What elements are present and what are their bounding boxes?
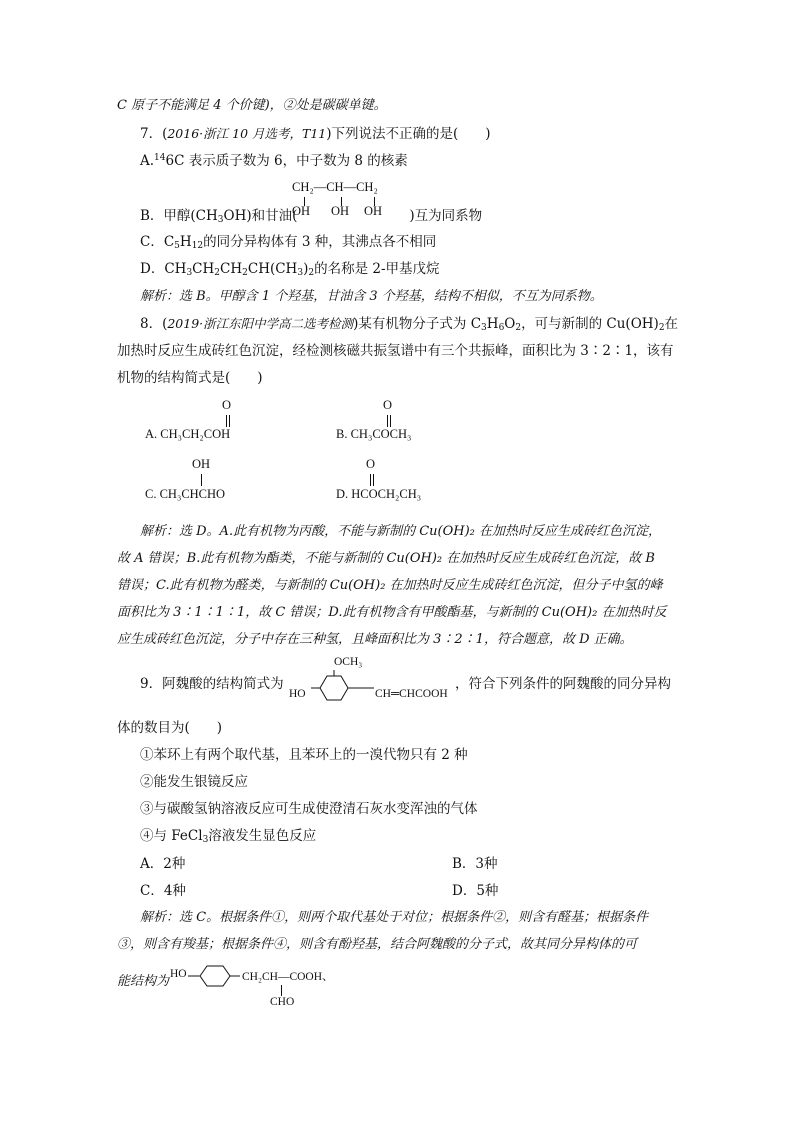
option-c: C. CH₃CHCHO [145, 487, 226, 501]
ferulic-methoxy: OCH₃ [334, 656, 363, 668]
question-9-condition-1: ①苯环上有两个取代基，且苯环上的一溴代物只有 2 种 [140, 747, 468, 763]
option-a-carbonyl-o: O [222, 398, 232, 412]
question-9-option-d: D．5种 [452, 883, 499, 899]
isomer-side-chain: CH₂CH—COOH、 [242, 971, 334, 983]
option-a-double-bond-2 [229, 415, 230, 427]
question-9-condition-4: ④与 FeCl$_3$溶液发生显色反应 [140, 828, 317, 845]
question-7-option-c: C．$C_5H_{12}$的同分异构体有 3 种，其沸点各不相同 [140, 234, 437, 251]
option-d: D. HCOCH₂CH₃ [336, 487, 422, 501]
question-7-option-b: B．甲醇$(CH_3OH)$和甘油( )互为同系物 [140, 208, 483, 225]
question-9-condition-3: ③与碳酸氢钠溶液反应可生成使澄清石灰水变浑浊的气体 [140, 801, 478, 817]
question-9-option-c: C．4种 [140, 883, 186, 899]
question-9-stem-post: ，符合下列条件的阿魏酸的同分异构 [455, 676, 671, 692]
question-8-analysis-line-3: 错误；C.此有机物为醛类，与新制的 Cu(OH)₂ 在加热时反应生成砖红色沉淀，但分子中氢的峰 [117, 578, 663, 593]
ferulic-hydroxy: HO [289, 688, 306, 700]
question-9-stem-line-2: 体的数目为( ) [117, 720, 223, 736]
question-8-stem-line-1: 8．(2019·浙江东阳中学高二选考检测)某有机物分子式为 $C_3H_6O_2$，可与新制的 $Cu(OH)_2$在 [140, 316, 679, 333]
option-b-double-bond-1 [387, 415, 388, 427]
option-a-double-bond-1 [226, 415, 227, 427]
ferulic-benzene-ring [300, 666, 380, 706]
question-8-analysis-line-5: 应生成砖红色沉淀，分子中存在三种氢，且峰面积比为 3∶2∶1，符合题意，故 D 正确。 [117, 632, 633, 647]
glycerol-oh-2: OH [331, 204, 350, 218]
question-9-option-a: A．2种 [140, 856, 186, 872]
question-7-option-a: A.$^{14}$6C 表示质子数为 6，中子数为 8 的核素 [140, 153, 408, 169]
option-d-carbonyl-o: O [366, 457, 376, 471]
question-9-analysis-line-1: 解析：选 C。根据条件①，则两个取代基处于对位；根据条件②，则含有醛基；根据条件 [140, 910, 649, 925]
option-d-double-bond-1 [370, 474, 371, 486]
question-8-analysis-line-4: 面积比为 3∶1∶1∶1，故 C 错误；D.此有机物含有甲酸酯基，与新制的 Cu(OH)₂ 在加热时反 [117, 605, 667, 620]
question-9-condition-2: ②能发生银镜反应 [140, 774, 248, 790]
question-9-analysis-line-2: ③，则含有羧基；根据条件④，则含有酚羟基，结合阿魏酸的分子式，故其同分异构体的可 [117, 937, 638, 952]
option-b-carbonyl-o: O [383, 398, 393, 412]
option-a: A. CH₃CH₂COH [145, 427, 231, 441]
question-9-analysis-line-3: 能结构为 [117, 974, 170, 989]
isomer-hydroxy: HO [170, 968, 187, 980]
question-8-analysis-line-2: 故 A 错误；B.此有机物为酯类，不能与新制的 Cu(OH)₂ 在加热时反应生成砖红色沉淀，故 B [117, 551, 655, 566]
ferulic-side-chain: CH═CHCOOH [375, 688, 448, 700]
question-9-stem-pre: 9．阿魏酸的结构简式为 [140, 676, 284, 692]
glycerol-oh-1: OH [292, 204, 311, 218]
isomer-aldehyde: CHO [270, 996, 295, 1008]
glycerol-backbone: CH₂—CH—CH₂ [292, 180, 378, 194]
option-c-bond [201, 474, 202, 486]
question-8-stem-line-3: 机物的结构简式是( ) [117, 370, 263, 386]
isomer-branch-bond [281, 985, 282, 996]
option-b: B. CH₃COCH₃ [336, 427, 412, 441]
question-8-stem-line-2: 加热时反应生成砖红色沉淀，经检测核磁共振氢谱中有三个共振峰，面积比为 3∶2∶1，该有 [117, 343, 674, 359]
question-7-analysis: 解析：选 B。甲醇含 1 个羟基，甘油含 3 个羟基，结构不相似，不互为同系物。 [140, 289, 603, 304]
question-7-stem: 7．(2016·浙江 10 月选考，T11)下列说法不正确的是( ) [140, 126, 491, 142]
option-c-hydroxyl: OH [192, 457, 211, 471]
question-8-analysis-line-1: 解析：选 D。A.此有机物为丙酸，不能与新制的 Cu(OH)₂ 在加热时反应生成砖红色沉淀， [140, 524, 662, 539]
option-d-double-bond-2 [373, 474, 374, 486]
prev-answer-tail: C 原子不能满足 4 个价键)，②处是碳碳单键。 [117, 98, 387, 113]
question-9-option-b: B．3种 [452, 856, 498, 872]
question-7-option-d: D．$CH_3CH_2CH_2CH(CH_3)_2$的名称是 2-甲基戊烷 [140, 261, 440, 278]
glycerol-oh-3: OH [364, 204, 383, 218]
option-b-double-bond-2 [390, 415, 391, 427]
